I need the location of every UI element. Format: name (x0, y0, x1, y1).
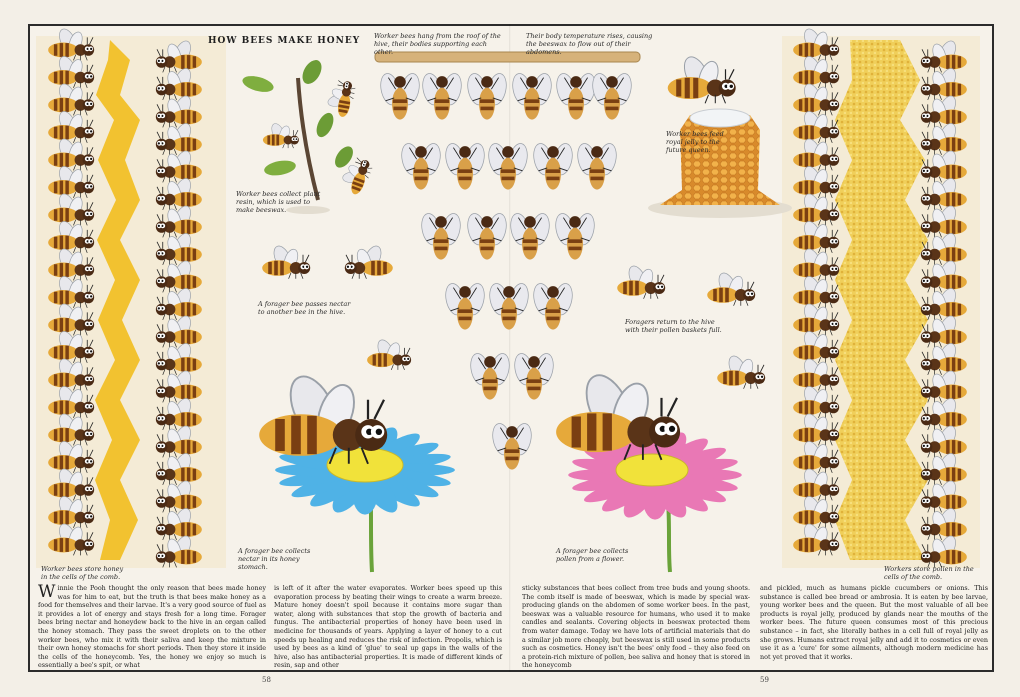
bee (378, 72, 422, 120)
page-number-left: 58 (262, 676, 271, 684)
caption-collects-nectar: A forager bee collects nectar in its honey stomach. (238, 547, 311, 571)
bee (399, 142, 443, 190)
bee (510, 72, 554, 120)
body-column-4: and pickled, much as humans pickle cucumbers or onions. This substance is called bee bread or ambrosia. It is eaten by bee larvae, young worker bees and the queen. But the most valuable of all bee products is royal jelly, produced by glands near the mouths of the worker bees. The future queen consumes most of this precious substance – in fact, she literally bathes in a cell full of royal jelly as she grows. Humans extract royal jelly and add it to cosmetics or even use it as a 'cure' for some ailments, although modern medicine has not yet proved that it works. (760, 584, 988, 661)
caption-hang-roof: Worker bees hang from the roof of the hive, their bodies supporting each other. (374, 32, 501, 56)
body-text-1: innie the Pooh thought the only reason that bees made honey was for him to eat, but the truth is that bees make honey as a food for themselves and their larvae. It's a very good source of fuel as it provides a lot of energy and stays fresh for a long time. Forager bees bring nectar and honeydew back to the hive in an organ called the honey stomach. They pass the sweet droplets on to the other worker bees, who mix it with their saliva and keep the mixture in their own honey stomachs for short periods. Then they store it inside the cells of the honeycomb. Yes, the honey we enjoy so much is essentially a bee's spit, or what (38, 584, 266, 670)
caption-foragers-return: Foragers return to the hive with their pollen baskets full. (625, 318, 722, 334)
bee (590, 72, 634, 120)
caption-store-honey: Worker bees store honey in the cells of the comb. (41, 565, 124, 581)
flying-bee (367, 337, 411, 369)
page-number-right: 59 (760, 676, 769, 684)
bee (486, 142, 530, 190)
caption-body-temperature: Their body temperature rises, causing the beeswax to flow out of their abdomens. (526, 32, 653, 56)
body-column-1 (38, 584, 266, 670)
drop-cap: W (38, 582, 56, 602)
bee (465, 72, 509, 120)
pink-flower (556, 368, 742, 572)
bee (420, 72, 464, 120)
body-column-3: sticky substances that bees collect from tree buds and young shoots. The comb itself is made of beeswax, which is made by special wax-producing glands on the abdomen of some worker bees. In the past, beeswax was a valuable resource for humans, who used it to make candles and sealants. Covering objects in beeswax protected them from water damage. Today we have lots of artificial materials that do a similar job more cheaply, but beeswax is still used in some products such as cosmetics. Honey isn't the bees' only food – they also feed on a protein-rich mixture of pollen, bee saliva and honey that is stored in the honeycomb (522, 584, 750, 670)
page-title: HOW BEES MAKE HONEY (208, 36, 361, 46)
bee (512, 352, 556, 400)
bee (487, 282, 531, 330)
bee (575, 142, 619, 190)
caption-plant-resin: Worker bees collect plant resin, which is used to make beeswax. (236, 190, 321, 214)
caption-store-pollen: Workers store pollen in the cells of the comb. (884, 565, 974, 581)
nectar-passing-bees (262, 243, 393, 278)
bee (443, 282, 487, 330)
caption-collects-pollen: A forager bee collects pollen from a flower. (556, 547, 629, 563)
blue-flower (259, 369, 455, 572)
bee (490, 422, 534, 470)
bee (554, 72, 598, 120)
bee (531, 142, 575, 190)
bee (465, 212, 509, 260)
bee (531, 282, 575, 330)
caption-pass-nectar: A forager bee passes nectar to another bee in the hive. (258, 300, 351, 316)
caption-royal-jelly: Worker bees feed royal jelly to the future queen. (666, 130, 724, 154)
bee (468, 352, 512, 400)
bee (508, 212, 552, 260)
body-column-2: is left of it after the water evaporates. Worker bees speed up this evaporation process by beating their wings to create a warm breeze. Mature honey doesn't spoil because it contains more sugar than water, along with substances that stop the growth of bacteria and fungus. The antibacterial properties of honey have been used in medicine for thousands of years. Applying a layer of honey to a cut speeds up healing and reduces the risk of infection. Propolis, which is used by bees as a kind of 'glue' to seal up gaps in the walls of the hive, also has antibacterial properties. It is made of different kinds of resin, sap and other (274, 584, 502, 670)
bee (443, 142, 487, 190)
bee (553, 212, 597, 260)
bee (419, 212, 463, 260)
